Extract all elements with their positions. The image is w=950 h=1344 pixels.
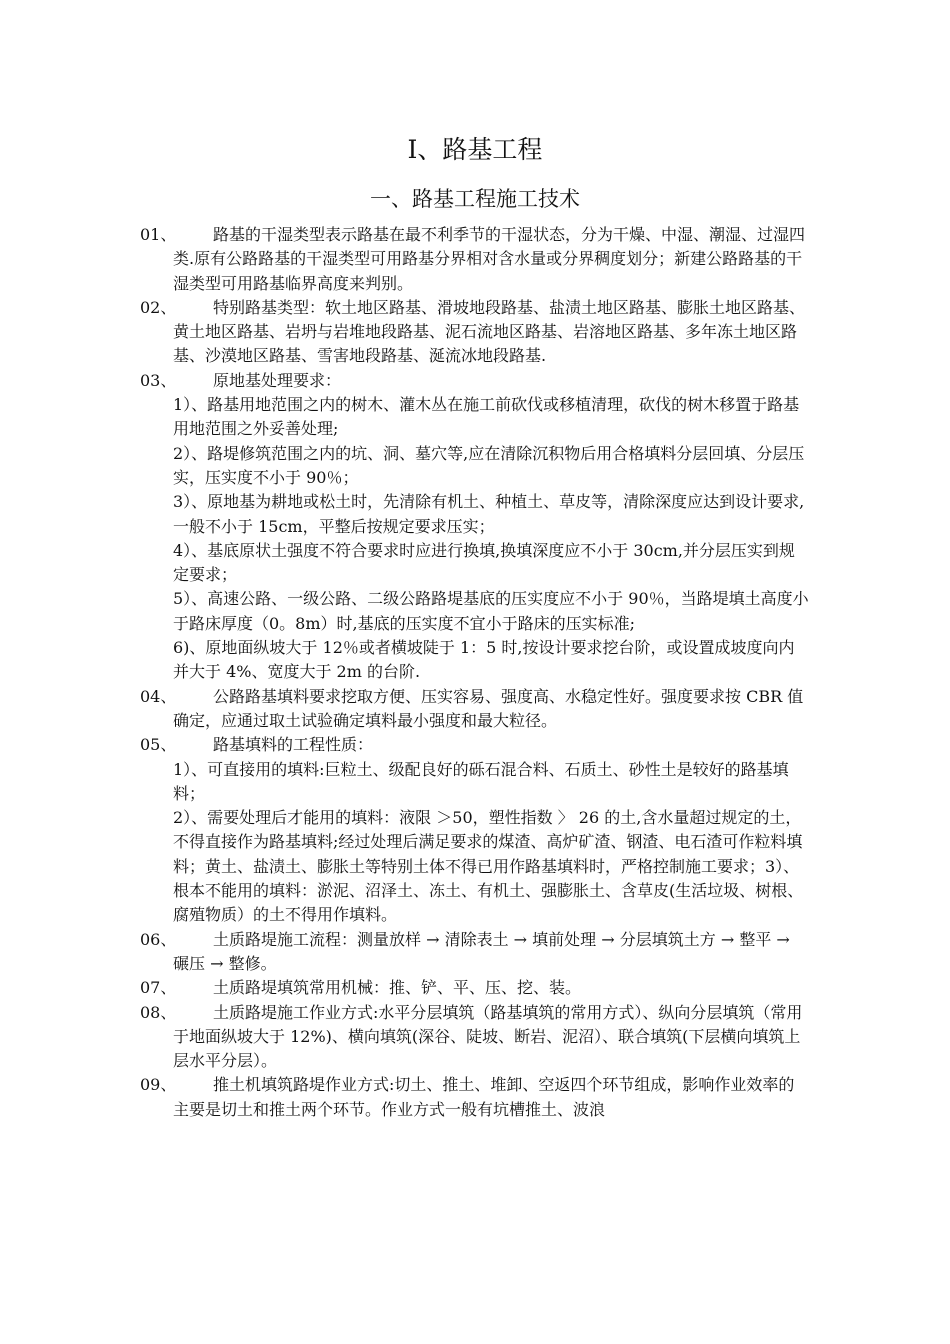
item-number: 07、 — [140, 978, 177, 998]
item-text: 公路路基填料要求挖取方便、压实容易、强度高、水稳定性好。强度要求按 CBR 值确定，应通过取土试验确定填料最小强度和最大粒径。 — [173, 686, 804, 730]
list-item — [140, 1001, 810, 1074]
list-item — [140, 223, 810, 296]
item-number: 03、 — [140, 370, 177, 390]
list-item — [140, 976, 810, 1000]
page-title: I、路基工程 — [407, 135, 543, 164]
item-text: 特别路基类型：软土地区路基、滑坡地段路基、盐渍土地区路基、膨胀土地区路基、黄土地区路基、岩坍与岩堆地段路基、泥石流地区路基、岩溶地区路基、多年冻土地区路基、沙漠地区路基、雪害地段路基、涎流冰地段路基. — [173, 297, 806, 366]
item-number: 08、 — [140, 1002, 177, 1022]
item-text: 土质路堤施工流程：测量放样 → 清除表土 → 填前处理 → 分层填筑土方 → 整平 → 碾压 → 整修。 — [173, 929, 790, 973]
list-item — [140, 733, 810, 757]
list-item — [140, 928, 810, 977]
sub-item: 6)、原地面纵坡大于 12％或者横坡陡于 1：5 时,按设计要求挖台阶，或设置成坡度向内并大于 4%、宽度大于 2m 的台阶. — [173, 638, 795, 682]
sub-item: 1）、可直接用的填料:巨粒土、级配良好的砾石混合料、石质土、砂性土是较好的路基填料； — [173, 759, 789, 803]
item-text: 路基填料的工程性质： — [213, 735, 374, 755]
sub-item: 1）、路基用地范围之内的树木、灌木丛在施工前砍伐或移植清理，砍伐的树木移置于路基用地范围之外妥善处理; — [173, 395, 800, 439]
item-text: 土质路堤填筑常用机械：推、铲、平、压、挖、装。 — [213, 978, 582, 998]
item-text: 路基的干湿类型表示路基在最不利季节的干湿状态，分为干燥、中湿、潮湿、过湿四类.原有公路路基的干湿类型可用路基分界相对含水量或分界稠度划分；新建公路路基的干湿类型可用路基临界高度来判别。 — [173, 225, 806, 293]
document-body — [140, 223, 810, 1122]
item-number: 04、 — [140, 686, 177, 706]
section-heading: 一、路基工程施工技术 — [370, 187, 580, 211]
item-number: 05、 — [140, 735, 177, 755]
sub-item: 2）、需要处理后才能用的填料：液限 ＞50，塑性指数 〉 26 的土,含水量超过规定的土，不得直接作为路基填料;经过处理后满足要求的煤渣、高炉矿渣、钢渣、电石渣可作粒料填料；黄土、盐渍土、膨胀土等特别土体不得已用作路基填料时，严格控制施工要求；3）、根本不能用的填料：淤泥、沼泽土、冻土、有机土、强膨胀土、含草皮(生活垃圾、树根、腐殖物质）的土不得用作填料。 — [173, 808, 804, 925]
sub-item: 3）、原地基为耕地或松土时，先清除有机土、种植土、草皮等，清除深度应达到设计要求,一般不小于 15cm，平整后按规定要求压实； — [173, 492, 805, 536]
item-text: 推土机填筑路堤作业方式:切土、推土、堆卸、空返四个环节组成，影响作业效率的主要是切土和推土两个环节。作业方式一般有坑槽推土、波浪 — [173, 1075, 795, 1119]
item-text: 土质路堤施工作业方式:水平分层填筑（路基填筑的常用方式）、纵向分层填筑（常用于地面纵坡大于 12%)、横向填筑(深谷、陡坡、断岩、泥沼）、联合填筑(下层横向填筑上层水平分层）。 — [173, 1002, 803, 1071]
item-text: 原地基处理要求： — [213, 370, 342, 390]
item-number: 09、 — [140, 1075, 177, 1095]
list-item — [140, 296, 810, 369]
sub-item: 2）、路堤修筑范围之内的坑、洞、墓穴等,应在清除沉积物后用合格填料分层回填、分层压实，压实度不小于 90％； — [173, 443, 805, 487]
item-number: 02、 — [140, 297, 177, 317]
item-number: 01、 — [140, 225, 177, 244]
sub-item: 5）、高速公路、一级公路、二级公路路堤基底的压实度应不小于 90％，当路堤填土高度小于路床厚度（0。8m）时,基底的压实度不宜小于路床的压实标准; — [173, 589, 809, 633]
list-item — [140, 369, 810, 393]
list-item — [140, 685, 810, 734]
sub-item: 4）、基底原状土强度不符合要求时应进行换填,换填深度应不小于 30cm,并分层压实到规定要求； — [173, 540, 795, 585]
item-number: 06、 — [140, 929, 177, 949]
list-item — [140, 1073, 810, 1122]
